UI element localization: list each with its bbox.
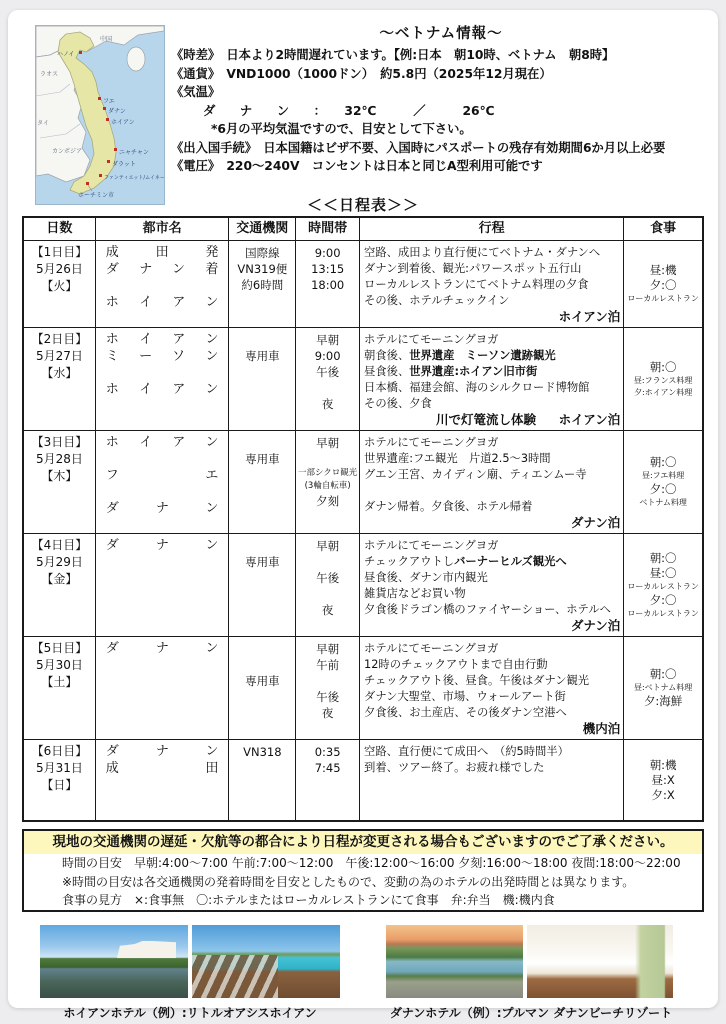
hotel-photos-row <box>8 925 718 1021</box>
transport-line: 専用車 <box>245 555 280 569</box>
danang-photo-pair <box>386 925 676 998</box>
schedule-line <box>364 570 620 586</box>
overnight-stay-label: 機内泊 <box>582 721 621 736</box>
table-title: ＜＜日程表＞＞ <box>306 196 419 214</box>
meal-line: 朝:〇 <box>649 359 677 374</box>
transport-cell <box>229 637 296 739</box>
schedule-text: 空路、直行便にて成田へ （約5時間半） <box>364 745 569 758</box>
schedule-line <box>364 348 620 364</box>
vietnam-map <box>35 25 165 205</box>
schedule-text: ホテルにてモーニングヨガ <box>364 642 499 655</box>
meal-line: ローカルレストラン <box>627 294 699 303</box>
schedule-text: 昼食後、ダナン市内観光 <box>364 571 488 584</box>
overnight-stay-label: ダナン泊 <box>570 515 621 530</box>
schedule-line <box>364 673 620 689</box>
time-line: 早朝 <box>316 333 340 347</box>
note-lines <box>24 854 702 910</box>
day-line: 【土】 <box>41 675 78 689</box>
schedule-line <box>364 554 620 570</box>
schedule-text: 夕食後、お土産店、その後ダナン空港へ <box>364 706 567 719</box>
info-title: ～ベトナム情報～ <box>379 26 503 42</box>
schedule-line <box>364 435 620 451</box>
map-city-dot-danang <box>103 107 106 110</box>
schedule-text: 日本橋、福建会館、海のシルクロード博物館 <box>364 381 590 394</box>
transport-line: 国際線 <box>245 246 280 260</box>
schedule-highlight: 世界遺産 ミーソン遺跡観光 <box>409 349 556 362</box>
danang-hotel-room-photo <box>527 925 673 998</box>
city-cell <box>96 740 230 820</box>
day-line: 5月26日 <box>35 262 83 276</box>
schedule-text: チェックアウト後、昼食。午後はダナン観光 <box>364 674 590 687</box>
city-name <box>106 485 219 502</box>
day-line: 5月27日 <box>35 349 83 363</box>
time-line: 午後 <box>316 365 340 379</box>
time-line: 9:00 <box>314 349 341 363</box>
transport-line: VN318 <box>243 745 282 759</box>
header-section <box>8 10 718 199</box>
time-line: 夜 <box>321 397 334 411</box>
time-line: 13:15 <box>311 262 345 276</box>
danang-resort-aerial-photo <box>386 925 523 998</box>
vietnam-map-svg <box>36 26 164 204</box>
map-city-dot-hoian <box>106 118 109 121</box>
time-line <box>296 586 359 602</box>
map-city-dot-hue <box>98 97 101 100</box>
meal-line: 夕:〇 <box>649 482 677 496</box>
danang-hotel-caption: ダナンホテル（例）:プルマン ダナンビーチリゾート <box>389 1005 673 1020</box>
map-label-thailand: タイ <box>37 120 49 127</box>
map-city-dot-hanoi <box>79 51 82 54</box>
column-header: 日数 <box>24 218 96 240</box>
city-name <box>106 278 219 295</box>
schedule-text: 雑貨店などお買い物 <box>364 587 466 600</box>
day-line: 5月31日 <box>35 761 83 775</box>
meal-line: 夕:海鮮 <box>643 694 683 708</box>
schedule-line <box>364 380 620 396</box>
day-cell <box>24 328 96 430</box>
city-cell <box>96 637 230 739</box>
overnight-stay-label: ホイアン泊 <box>558 309 621 324</box>
schedule-line <box>364 451 620 467</box>
meal-line: ベトナム料理 <box>639 498 687 507</box>
day-cell <box>24 740 96 820</box>
schedule-line <box>364 705 620 721</box>
info-line: 《出入国手続》 日本国籍はビザ不要、入国時にパスポートの残存有効期間6か月以上必要 <box>171 140 666 155</box>
overnight-stay-line <box>364 515 620 531</box>
overnight-stay-line <box>364 309 620 325</box>
meal-cell <box>624 431 702 533</box>
meal-line: 昼:X <box>651 772 675 787</box>
time-line: 午後 <box>316 690 340 704</box>
info-line: 《気温》 <box>171 85 221 99</box>
time-cell <box>296 431 360 533</box>
map-label-hoian: ホイアン <box>111 119 135 126</box>
time-line: 早朝 <box>316 436 340 450</box>
schedule-cell <box>360 328 624 430</box>
day-cell <box>24 534 96 636</box>
info-lines <box>171 46 711 176</box>
time-line: 早朝 <box>316 539 340 553</box>
city-name: 成田発 <box>105 245 219 260</box>
time-cell <box>296 637 360 739</box>
transport-cell <box>229 740 296 820</box>
schedule-line <box>364 760 620 776</box>
schedule-table <box>22 216 704 822</box>
schedule-text: その後、夕食 <box>364 397 432 410</box>
overnight-stay-line <box>364 618 620 634</box>
time-line: (3輪自転車) <box>304 481 351 491</box>
schedule-line <box>364 499 620 515</box>
time-line: 午後 <box>316 571 340 585</box>
time-line: 午前 <box>316 658 340 672</box>
schedule-line <box>364 602 620 618</box>
map-label-dalat: ダラット <box>112 161 136 168</box>
schedule-line <box>364 657 620 673</box>
lantern-event-label: 川で灯篭流し体験 <box>436 412 537 427</box>
city-name: ホイアン <box>105 381 219 397</box>
itinerary-row <box>24 637 702 740</box>
city-name: ホイアン <box>105 435 219 450</box>
meal-line: 朝:〇 <box>649 455 677 469</box>
day-line: 【日】 <box>41 778 78 792</box>
meal-line: 夕:〇 <box>649 278 677 292</box>
schedule-text: ホテルにてモーニングヨガ <box>364 539 499 552</box>
hoian-hotel-caption: ホイアンホテル（例）:リトルオアシスホイアン <box>63 1005 317 1020</box>
meal-line: 朝:〇 <box>649 550 677 565</box>
column-header: 都市名 <box>96 218 230 240</box>
time-line: 早朝 <box>316 642 340 656</box>
column-header: 交通機関 <box>229 218 296 240</box>
transport-line <box>229 538 295 554</box>
hoian-photo-pair <box>40 925 340 998</box>
hoian-hotel-lakeview-photo <box>40 925 188 998</box>
map-city-dot-dalat <box>107 160 110 163</box>
map-label-hanoi: ハノイ <box>57 51 75 58</box>
schedule-line <box>364 245 620 261</box>
alert-banner: 現地の交通機関の遅延・欠航等の都合により日程が変更される場合もございますのでご了承ください。 <box>24 831 702 854</box>
transport-cell <box>229 328 296 430</box>
schedule-line <box>364 277 620 293</box>
schedule-text: ダナン到着後、観光:パワースポット五行山 <box>364 262 582 275</box>
transport-line: VN319便 <box>237 262 288 276</box>
meal-line: 夕:〇 <box>649 592 677 607</box>
table-header-row <box>24 218 702 241</box>
schedule-text: 到着、ツアー終了。お疲れ様でした <box>364 761 545 774</box>
city-cell <box>96 241 230 327</box>
map-label-nhatrang: ニャチャン <box>119 149 149 156</box>
info-line: 《通貨》 VND1000（1000ドン） 約5.8円（2025年12月現在） <box>171 66 552 81</box>
map-city-dot-hochiminh <box>86 182 89 185</box>
transport-line <box>229 435 295 451</box>
map-city-dot-phanthiet <box>99 174 102 177</box>
city-name: フエ <box>105 468 219 483</box>
day-line: 【1日目】 <box>31 245 88 259</box>
itinerary-row <box>24 534 702 637</box>
day-line: 【水】 <box>41 366 78 380</box>
map-label-cambodia: カンボジア <box>52 148 83 155</box>
schedule-line <box>364 586 620 602</box>
transport-line <box>229 641 295 657</box>
time-line: 7:45 <box>314 761 341 775</box>
schedule-text: 夕食後ドラゴン橋のファイヤーショー、ホテルへ <box>364 603 611 616</box>
schedule-cell <box>360 637 624 739</box>
meal-line: 昼:機 <box>649 263 677 277</box>
schedule-line <box>364 689 620 705</box>
day-line: 5月28日 <box>35 452 83 466</box>
schedule-text: 空路、成田より直行便にてベトナム・ダナンへ <box>364 246 601 259</box>
time-cell <box>296 534 360 636</box>
schedule-text: グエン王宮、カイディン廟、ティエンムー寺 <box>364 468 587 481</box>
city-name: ダナン <box>105 744 219 759</box>
time-line <box>296 380 359 396</box>
time-cell <box>296 328 360 430</box>
overnight-stay-line <box>364 721 620 737</box>
time-line <box>296 554 359 570</box>
city-name: ダナン <box>105 538 219 553</box>
table-body <box>24 241 702 820</box>
schedule-text: 昼食後、 <box>364 365 410 378</box>
meal-line: ローカルレストラン <box>627 581 699 591</box>
meal-cell <box>624 328 702 430</box>
transport-line <box>229 332 295 348</box>
schedule-text: 朝食後、 <box>364 349 410 362</box>
day-line: 【2日目】 <box>31 332 88 346</box>
map-hainan-island <box>127 47 145 71</box>
transport-line: 専用車 <box>245 349 280 363</box>
time-line <box>296 673 359 689</box>
city-name: 成田 <box>105 760 219 776</box>
document-card <box>8 10 718 1020</box>
city-name: ホイアン <box>105 332 219 347</box>
info-line: 《電圧》 220～240V コンセントは日本と同じA型利用可能です <box>171 159 543 173</box>
schedule-text: ダナン大聖堂、市場、ウォールアート街 <box>364 690 566 703</box>
info-line: ダ ナ ン ： 32℃ ／ 26℃ <box>203 103 495 118</box>
schedule-text: ホテルにてモーニングヨガ <box>364 333 499 346</box>
transport-line: 専用車 <box>245 452 280 466</box>
time-line: 18:00 <box>311 278 345 292</box>
transport-line: 専用車 <box>245 674 280 688</box>
day-line: 【5日目】 <box>31 641 88 655</box>
schedule-line <box>364 744 620 760</box>
time-cell <box>296 740 360 820</box>
itinerary-row <box>24 241 702 328</box>
note-line: 食事の見方 ×:食事無 〇:ホテルまたはローカルレストランにて食事 弁:弁当 機:機内食 <box>62 893 555 907</box>
schedule-text: ホテルにてモーニングヨガ <box>364 436 499 449</box>
meal-line: 昼:ベトナム料理 <box>633 683 693 692</box>
schedule-text: チェックアウトし <box>364 555 455 568</box>
time-cell <box>296 241 360 327</box>
day-line: 【木】 <box>41 469 78 483</box>
time-line: 0:35 <box>314 745 341 759</box>
city-name <box>106 365 219 382</box>
meal-cell <box>624 534 702 636</box>
meal-line: 昼:〇 <box>649 565 677 580</box>
city-name: ダナン <box>105 501 219 516</box>
map-label-danang: ダナン <box>108 108 126 115</box>
schedule-line <box>364 293 620 309</box>
day-line: 【金】 <box>41 572 78 586</box>
schedule-text: 12時のチェックアウトまで自由行動 <box>364 658 548 671</box>
hoian-hotel-figure <box>40 925 340 1021</box>
schedule-line <box>364 483 620 499</box>
schedule-line <box>364 261 620 277</box>
map-label-phanthiet: ファンティエット/ムイネー <box>104 175 164 181</box>
meal-line: 夕:ホイアン料理 <box>634 387 693 397</box>
overnight-stay-label: ホイアン泊 <box>558 412 621 427</box>
overnight-stay-line <box>364 412 620 428</box>
day-line: 【6日目】 <box>31 744 88 758</box>
transport-line: 約6時間 <box>241 278 284 292</box>
schedule-text: ローカルレストランにてベトナム料理の夕食 <box>364 278 589 291</box>
city-name: ホイアン <box>105 294 219 310</box>
day-line: 【3日目】 <box>31 435 88 449</box>
schedule-cell <box>360 241 624 327</box>
schedule-line <box>364 641 620 657</box>
day-cell <box>24 637 96 739</box>
hoian-hotel-rooftop-pool-photo <box>192 925 340 998</box>
day-line: 5月29日 <box>35 555 83 569</box>
schedule-line <box>364 396 620 412</box>
meal-line: 夕:X <box>651 787 675 802</box>
info-line: 《時差》 日本より2時間遅れています。【例:日本 朝10時、ベトナム 朝8時】 <box>171 48 615 62</box>
day-cell <box>24 431 96 533</box>
transport-line <box>229 657 295 673</box>
time-line: 9:00 <box>314 246 341 260</box>
meal-line: 昼:フランス料理 <box>633 375 693 385</box>
schedule-highlight: バーナーヒルズ観光へ <box>454 555 567 568</box>
itinerary-row <box>24 328 702 431</box>
schedule-line <box>364 538 620 554</box>
day-line: 【4日目】 <box>31 538 88 552</box>
map-city-dot-nhatrang <box>114 148 117 151</box>
meal-line: 朝:機 <box>649 757 677 772</box>
meal-line: 朝:〇 <box>649 667 677 681</box>
meal-line: ローカルレストラン <box>627 608 699 618</box>
meal-cell <box>624 740 702 820</box>
column-header: 行程 <box>360 218 624 240</box>
schedule-highlight: 世界遺産:ホイアン旧市街 <box>409 365 538 378</box>
city-name: ダナン着 <box>105 261 219 277</box>
map-label-china: 中国 <box>100 36 113 43</box>
schedule-line <box>364 332 620 348</box>
schedule-cell <box>360 534 624 636</box>
transport-cell <box>229 431 296 533</box>
transport-cell <box>229 534 296 636</box>
time-line: 一部シクロ観光 <box>297 468 358 478</box>
time-line: 夜 <box>321 706 334 720</box>
map-label-hue: フエ <box>103 98 115 105</box>
city-cell <box>96 534 230 636</box>
itinerary-row <box>24 431 702 534</box>
day-line: 5月30日 <box>35 658 83 672</box>
time-line <box>296 451 359 467</box>
note-line: 時間の目安 早朝:4:00～7:00 午前:7:00～12:00 午後:12:00～16:00 夕刻:16:00～18:00 夜間:18:00～22:00 <box>62 856 681 870</box>
danang-hotel-figure <box>386 925 676 1021</box>
schedule-text: その後、ホテルチェックイン <box>364 294 510 307</box>
meal-line: 昼:フエ料理 <box>641 471 685 480</box>
city-name: ミーソン <box>105 348 219 364</box>
schedule-text: ダナン帰着。夕食後、ホテル帰着 <box>364 500 533 513</box>
note-line: ※時間の目安は各交通機関の発着時間を目安としたもので、変動の為のホテルの出発時間とは異なります。 <box>62 874 635 889</box>
map-label-laos: ラオス <box>40 71 58 78</box>
map-label-hochiminh: ホーチミン市 <box>78 192 115 199</box>
schedule-cell <box>360 740 624 820</box>
transport-cell <box>229 241 296 327</box>
info-line: *6月の平均気温ですので、目安として下さい。 <box>211 122 472 136</box>
city-cell <box>96 328 230 430</box>
itinerary-row <box>24 740 702 820</box>
column-header: 食事 <box>650 221 677 236</box>
city-cell <box>96 431 230 533</box>
overnight-stay-label: ダナン泊 <box>570 618 621 633</box>
schedule-cell <box>360 431 624 533</box>
time-line: 夜 <box>321 603 334 617</box>
city-name <box>106 452 219 469</box>
meal-cell <box>624 637 702 739</box>
schedule-text: 世界遺産:フエ観光 片道2.5～3時間 <box>364 452 551 465</box>
schedule-line <box>364 364 620 380</box>
time-line: 夕刻 <box>316 494 340 508</box>
schedule-line <box>364 467 620 483</box>
notes-box <box>22 829 704 912</box>
meal-cell <box>624 241 702 327</box>
day-cell <box>24 241 96 327</box>
column-header: 時間帯 <box>296 218 360 240</box>
day-line: 【火】 <box>41 279 78 293</box>
city-name: ダナン <box>105 641 219 656</box>
info-section <box>171 22 711 176</box>
